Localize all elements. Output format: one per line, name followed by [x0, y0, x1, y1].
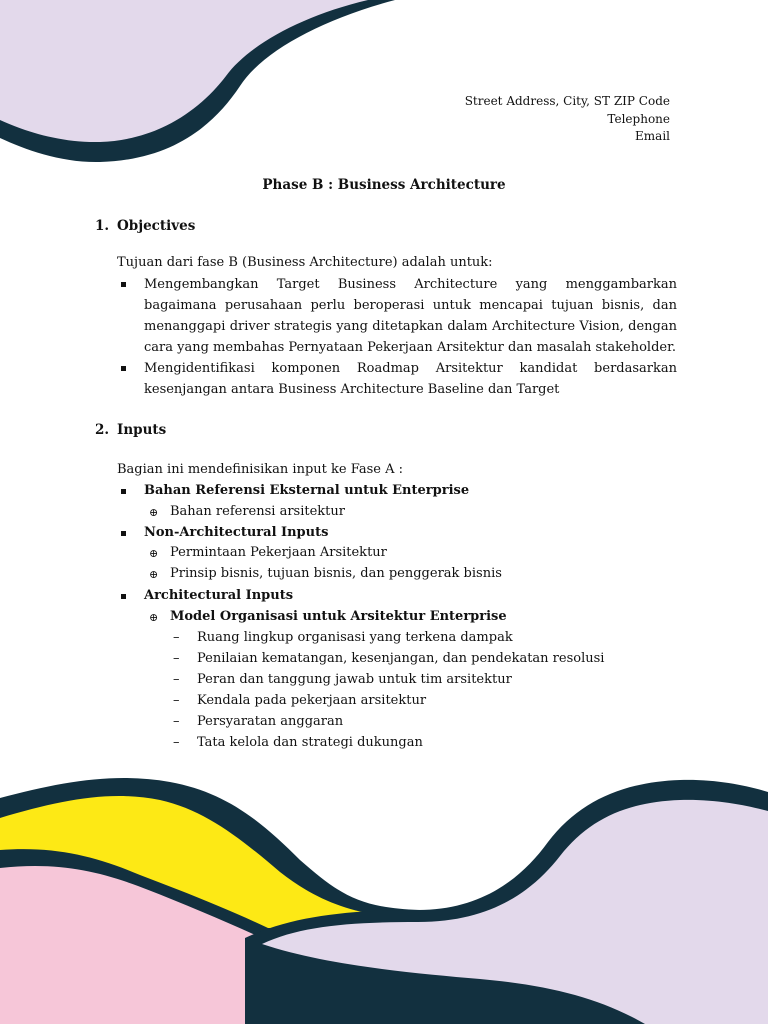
sub-item: Ruang lingkup organisasi yang terkena dampak [197, 630, 513, 645]
section-inputs-heading [95, 422, 166, 438]
dash-bullet-icon: – [173, 714, 180, 729]
square-bullet-icon [121, 489, 126, 494]
contact-block [465, 93, 670, 146]
dash-bullet-icon: – [173, 735, 180, 750]
dash-bullet-icon: – [173, 693, 180, 708]
square-bullet-icon [121, 531, 126, 536]
sub-item: Peran dan tanggung jawab untuk tim arsitektur [197, 672, 512, 687]
square-bullet-icon [121, 366, 126, 371]
square-cross-bullet-icon: ⊕ [149, 506, 159, 519]
bullet-text: Mengembangkan Target Business Architecture yang menggambarkan bagaimana perusahaan perlu beroperasi untuk mencapai tujuan bisnis, dan menanggapi driver strategis yang ditetapkan dalam Architecture Vision, dengan cara yang membahas Pernyataan Pekerjaan Arsitektur dan masalah stakeholder. [144, 277, 677, 355]
square-cross-bullet-icon: ⊕ [149, 547, 159, 560]
group-label: Non-Architectural Inputs [144, 525, 329, 540]
section-objectives-heading [95, 218, 195, 234]
section-number: 2. [95, 422, 110, 438]
objectives-bullet-item [117, 358, 677, 400]
group-item: Prinsip bisnis, tujuan bisnis, dan penggerak bisnis [170, 566, 502, 581]
dash-bullet-icon: – [173, 630, 180, 645]
sub-item: Tata kelola dan strategi dukungan [197, 735, 423, 750]
sub-item: Penilaian kematangan, kesenjangan, dan pendekatan resolusi [197, 651, 605, 666]
street-address: Street Address, City, ST ZIP Code [464, 94, 670, 108]
square-cross-bullet-icon: ⊕ [149, 611, 159, 624]
section-title: Objectives [117, 218, 196, 234]
group-label: Architectural Inputs [144, 588, 294, 603]
group-item: Model Organisasi untuk Arsitektur Enterprise [170, 609, 507, 624]
dash-bullet-icon: – [173, 651, 180, 666]
email: Email [635, 129, 670, 143]
dash-bullet-icon: – [173, 672, 180, 687]
bullet-text: Mengidentifikasi komponen Roadmap Arsitektur kandidat berdasarkan kesenjangan antara Business Architecture Baseline dan Target [144, 361, 677, 397]
section-title: Inputs [117, 422, 167, 438]
objectives-bullet-list [117, 274, 677, 400]
group-item: Permintaan Pekerjaan Arsitektur [170, 545, 387, 560]
group-label: Bahan Referensi Eksternal untuk Enterprise [144, 483, 470, 498]
square-bullet-icon [121, 282, 126, 287]
sub-item: Kendala pada pekerjaan arsitektur [197, 693, 427, 708]
section-number: 1. [95, 218, 110, 234]
objectives-intro: Tujuan dari fase B (Business Architecture) adalah untuk: [117, 255, 493, 270]
page-title: Phase B : Business Architecture [262, 177, 506, 193]
sub-item: Persyaratan anggaran [197, 714, 344, 729]
bottom-wave-decoration [0, 760, 768, 1024]
square-bullet-icon [121, 594, 126, 599]
objectives-bullet-item [117, 274, 677, 358]
group-item: Bahan referensi arsitektur [170, 504, 345, 519]
inputs-intro: Bagian ini mendefinisikan input ke Fase A : [117, 462, 403, 477]
telephone: Telephone [607, 111, 670, 126]
square-cross-bullet-icon: ⊕ [149, 568, 159, 581]
